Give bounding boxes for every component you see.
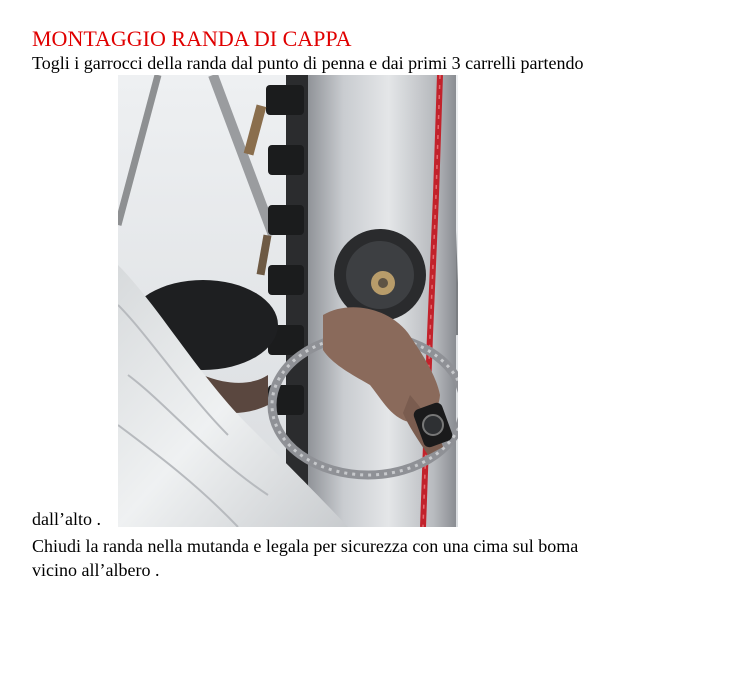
document-body — [32, 26, 732, 582]
instruction-line-1: Togli i garrocci della randa dal punto di penna e dai primi 3 carrelli partendo — [32, 53, 584, 73]
photo-line — [32, 75, 732, 531]
document-title: MONTAGGIO RANDA DI CAPPA — [32, 26, 352, 51]
instruction-line-3: vicino all’albero . — [32, 560, 160, 580]
mast-photo — [118, 75, 458, 527]
instruction-line-1-end: dall’alto . — [32, 509, 101, 529]
instruction-line-2: Chiudi la randa nella mutanda e legala per sicurezza con una cima sul boma — [32, 536, 579, 556]
mast-photo-illustration — [118, 75, 458, 527]
